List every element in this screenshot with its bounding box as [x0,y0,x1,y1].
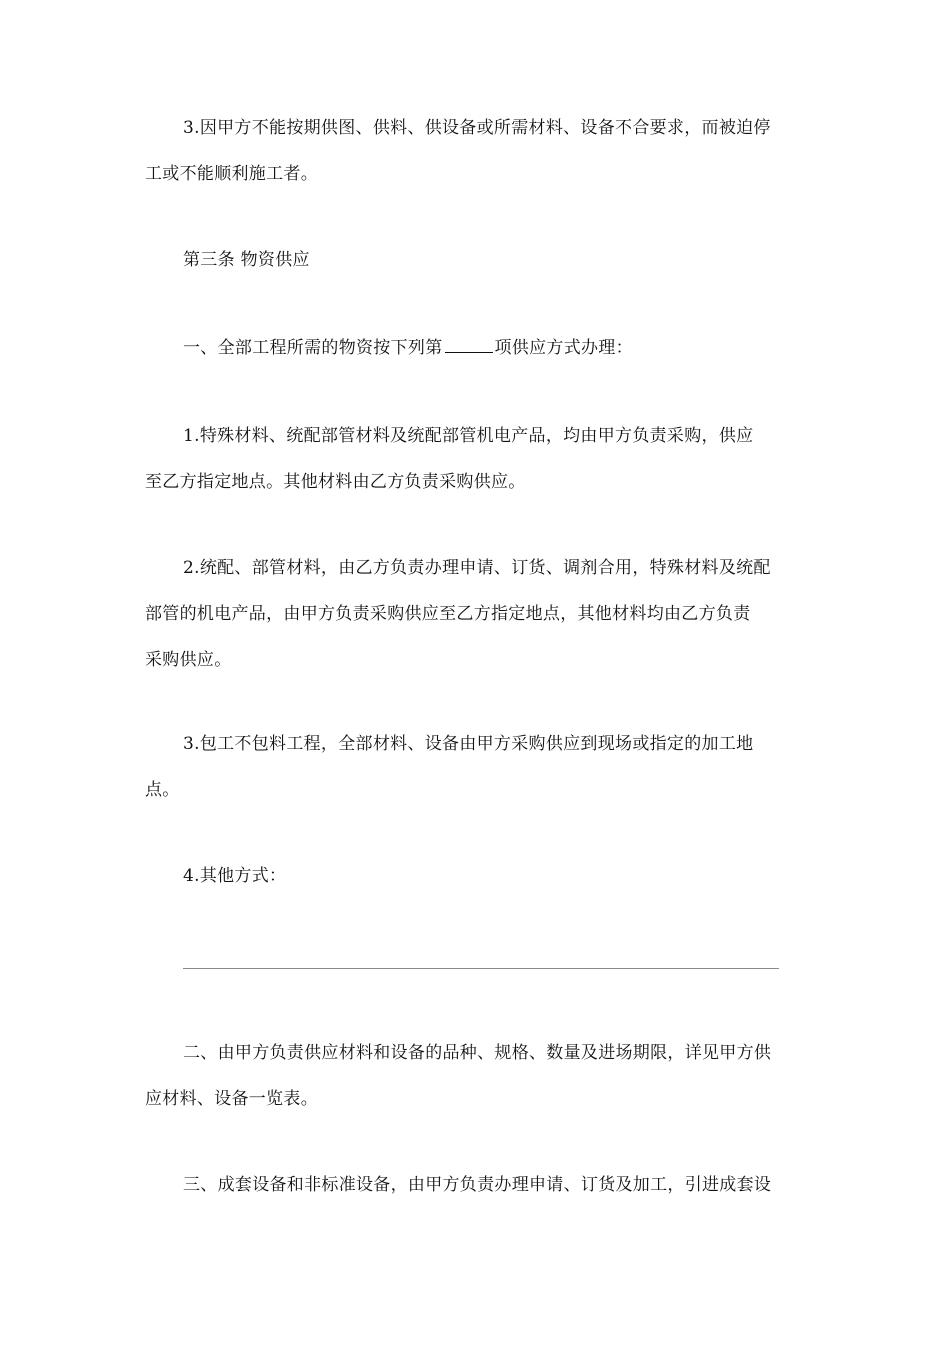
text-line: 工或不能顺利施工者。 [145,164,318,184]
paragraph-supply-method [145,325,810,371]
text-line: 部管的机电产品，由甲方负责采购供应至乙方指定地点，其他材料均由乙方负责 [145,604,751,624]
paragraph-option-1 [145,413,810,505]
text-line: 1.特殊材料、统配部管材料及统配部管机电产品，均由甲方负责采购，供应 [183,426,754,446]
text-line [145,325,810,371]
text-line: 点。 [145,780,180,800]
fill-in-blank [445,338,493,353]
text-line: 3.包工不包料工程，全部材料、设备由甲方采购供应到现场或指定的加工地 [183,734,754,754]
paragraph-supply-details [145,1030,810,1122]
text-line: 3.因甲方不能按期供图、供料、供设备或所需材料、设备不合要求，而被迫停 [183,118,771,138]
paragraph-complete-equipment [145,1162,810,1208]
fill-in-underline [183,968,779,969]
text-line: 4.其他方式： [183,866,287,886]
paragraph-option-4 [145,853,810,899]
paragraph-schedule-delay-clause [145,105,810,197]
text-line: 二、由甲方负责供应材料和设备的品种、规格、数量及进场期限，详见甲方供 [183,1043,772,1063]
paragraph-option-3 [145,721,810,813]
text-line: 2.统配、部管材料，由乙方负责办理申请、订货、调剂合用，特殊材料及统配 [183,558,771,578]
text-line: 至乙方指定地点。其他材料由乙方负责采购供应。 [145,472,526,492]
text-line: 应材料、设备一览表。 [145,1089,318,1109]
section-heading-article-3 [145,237,810,283]
text-after-blank: 项供应方式办理： [494,338,633,358]
text-line: 三、成套设备和非标准设备，由甲方负责办理申请、订货及加工，引进成套设 [183,1175,772,1195]
text-before-blank: 一、全部工程所需的物资按下列第 [183,338,443,358]
section-title: 第三条 物资供应 [183,250,310,270]
paragraph-option-2 [145,545,810,683]
text-line: 采购供应。 [145,650,232,670]
